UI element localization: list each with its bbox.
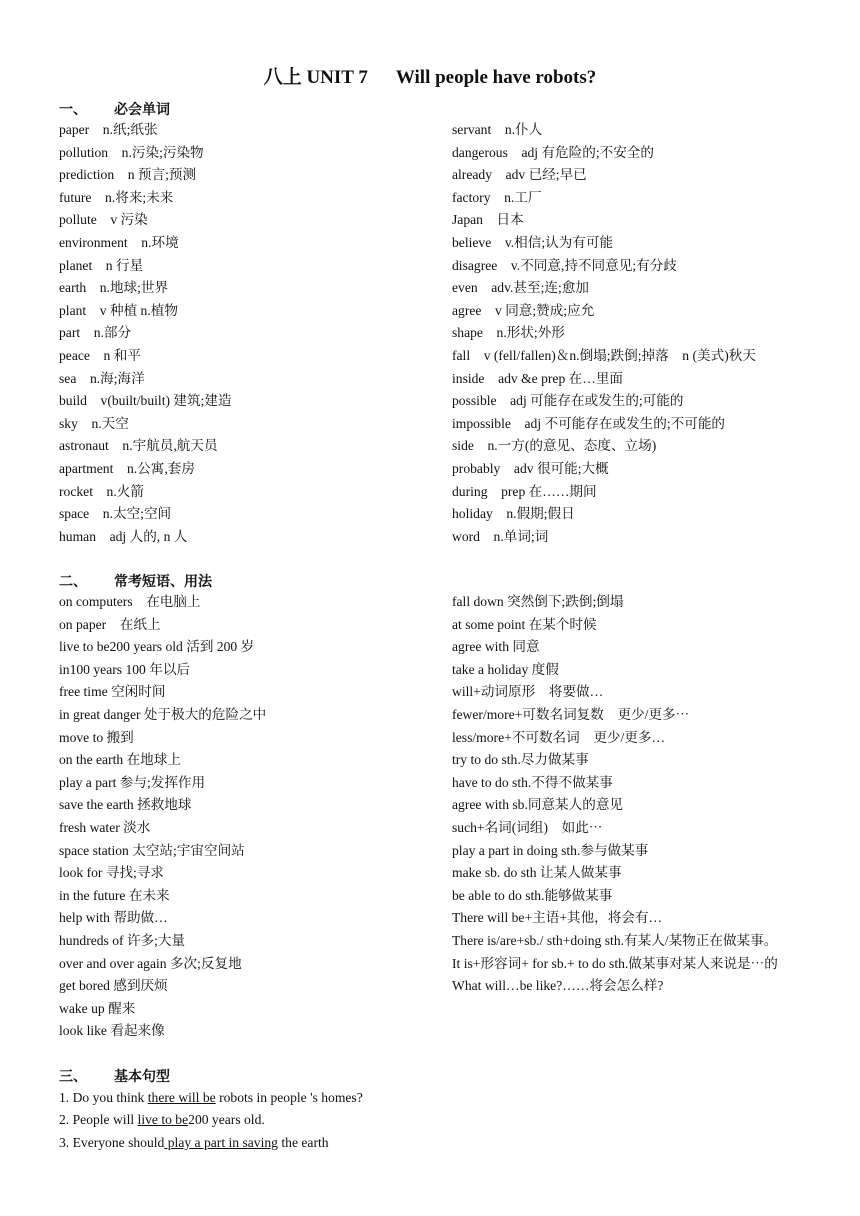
list-item: astronaut n.宇航员,航天员	[59, 438, 218, 454]
section-1-left-column	[59, 119, 439, 548]
list-item: apartment n.公寓,套房	[59, 460, 195, 476]
list-item: disagree v.不同意,持不同意见;有分歧	[452, 257, 677, 273]
sentence-underlined: there will be	[147, 1090, 216, 1105]
list-item: look for 寻找;寻求	[59, 865, 164, 881]
list-item: inside adv &e prep 在…里面	[452, 370, 624, 386]
section-2-title: 常考短语、用法	[114, 575, 212, 590]
list-item: believe v.相信;认为有可能	[452, 234, 614, 250]
list-item: planet n 行星	[59, 257, 144, 273]
list-item: servant n.仆人	[452, 122, 543, 137]
list-item: dangerous adj 有危险的;不安全的	[452, 144, 654, 160]
list-item: in great danger 处于极大的危险之中	[59, 706, 267, 722]
list-item: What will…be like?……将会怎么样?	[452, 978, 664, 994]
list-item: try to do sth.尽力做某事	[452, 752, 589, 768]
list-item: There is/are+sb./ sth+doing sth.有某人/某物正在做某事。	[452, 932, 778, 948]
section-3-title: 基本句型	[114, 1070, 170, 1085]
list-item: hundreds of 许多;大量	[59, 932, 186, 948]
list-item: factory n.工厂	[452, 189, 542, 205]
list-item: pollute v 污染	[59, 212, 148, 228]
sentence-after: the earth	[277, 1134, 329, 1150]
list-item: part n.部分	[59, 325, 132, 341]
list-item: on paper 在纸上	[59, 616, 161, 632]
list-item: human adj 人的, n 人	[59, 528, 188, 544]
list-item: over and over again 多次;反复地	[59, 955, 242, 971]
list-item: agree with sb.同意某人的意见	[452, 797, 624, 813]
list-item: prediction n 预言;预测	[59, 167, 197, 183]
title-unit: 八上 UNIT 7	[263, 67, 368, 88]
list-item: space station 太空站;宇宙空间站	[59, 842, 245, 858]
list-item: fall down 突然倒下;跌倒;倒塌	[452, 594, 624, 609]
page-title	[0, 62, 860, 89]
list-item: fall v (fell/fallen)＆n.倒塌;跌倒;掉落 n (美式)秋天	[452, 347, 756, 363]
list-item: possible adj 可能存在或发生的;可能的	[452, 393, 684, 409]
list-item: already adv 已经;早已	[452, 167, 587, 183]
list-item: live to be200 years old 活到 200 岁	[59, 639, 255, 655]
list-item: be able to do sth.能够做某事	[452, 887, 613, 903]
list-item: on computers 在电脑上	[59, 594, 201, 609]
sentence-before: 2. People will	[59, 1112, 138, 1128]
list-item: in100 years 100 年以后	[59, 661, 191, 677]
list-item: holiday n.假期;假日	[452, 506, 575, 522]
section-2-left-column	[59, 591, 439, 1043]
list-item: impossible adj 不可能存在或发生的;不可能的	[452, 415, 726, 431]
sentence-before: 3. Everyone should	[59, 1134, 165, 1150]
list-item: earth n.地球;世界	[59, 280, 169, 296]
list-item: wake up 醒来	[59, 1000, 136, 1016]
list-item: play a part 参与;发挥作用	[59, 774, 206, 790]
sentence-row	[59, 1087, 799, 1109]
list-item: agree v 同意;赞成;应允	[452, 302, 595, 318]
list-item: side n.一方(的意见、态度、立场)	[452, 438, 657, 454]
section-1-right-column	[452, 119, 812, 548]
list-item: fewer/more+可数名词复数 更少/更多⋯	[452, 706, 690, 722]
list-item: space n.太空;空间	[59, 506, 172, 522]
list-item: build v(built/built) 建筑;建造	[59, 393, 232, 409]
list-item: help with 帮助做…	[59, 910, 168, 926]
list-item: probably adv 很可能;大概	[452, 460, 609, 476]
title-topic: Will people have robots?	[395, 67, 597, 88]
list-item: shape n.形状;外形	[452, 325, 565, 341]
list-item: look like 看起来像	[59, 1023, 165, 1039]
list-item: pollution n.污染;污染物	[59, 144, 204, 160]
list-item: such+名词(词组) 如此⋯	[452, 819, 603, 835]
sentence-list	[59, 1087, 799, 1154]
section-2-number: 二、	[59, 575, 87, 590]
list-item: sea n.海;海洋	[59, 370, 145, 386]
list-item: It is+形容词+ for sb.+ to do sth.做某事对某人来说是⋯的	[452, 955, 778, 971]
sentence-underlined: play a part in saving	[164, 1134, 278, 1150]
list-item: Japan 日本	[452, 212, 524, 228]
sentence-row	[59, 1132, 799, 1154]
list-item: rocket n.火箭	[59, 483, 144, 499]
list-item: during prep 在……期间	[452, 483, 597, 499]
section-1-number: 一、	[59, 103, 87, 118]
sentence-before: 1. Do you think	[59, 1090, 148, 1105]
list-item: fresh water 淡水	[59, 819, 151, 835]
list-item: have to do sth.不得不做某事	[452, 774, 613, 790]
list-item: sky n.天空	[59, 415, 129, 431]
list-item: even adv.甚至;连;愈加	[452, 280, 589, 296]
section-1-title: 必会单词	[114, 103, 170, 118]
section-3-number: 三、	[59, 1070, 87, 1085]
list-item: There will be+主语+其他，将会有…	[452, 910, 663, 926]
sentence-after: robots in people 's homes?	[215, 1090, 363, 1105]
section-3-heading	[59, 1066, 170, 1086]
list-item: make sb. do sth 让某人做某事	[452, 865, 622, 881]
list-item: word n.单词;词	[452, 528, 549, 544]
section-2-heading	[59, 571, 212, 591]
list-item: on the earth 在地球上	[59, 752, 181, 768]
list-item: agree with 同意	[452, 639, 540, 655]
list-item: future n.将来;未来	[59, 189, 174, 205]
list-item: plant v 种植 n.植物	[59, 302, 178, 318]
list-item: free time 空闲时间	[59, 684, 166, 700]
list-item: at some point 在某个时候	[452, 616, 597, 632]
sentence-underlined: live to be	[137, 1112, 189, 1128]
list-item: less/more+不可数名词 更少/更多…	[452, 729, 666, 745]
section-1-heading	[59, 99, 170, 119]
list-item: will+动词原形 将要做…	[452, 684, 604, 700]
list-item: environment n.环境	[59, 234, 179, 250]
list-item: get bored 感到厌烦	[59, 978, 168, 994]
list-item: save the earth 拯救地球	[59, 797, 192, 813]
sentence-after: 200 years old.	[188, 1112, 265, 1128]
section-2-right-column	[452, 591, 812, 998]
list-item: move to 搬到	[59, 729, 134, 745]
sentence-row	[59, 1109, 799, 1131]
list-item: peace n 和平	[59, 347, 141, 363]
list-item: play a part in doing sth.参与做某事	[452, 842, 649, 858]
list-item: take a holiday 度假	[452, 661, 559, 677]
list-item: paper n.纸;纸张	[59, 122, 158, 137]
list-item: in the future 在未来	[59, 887, 170, 903]
